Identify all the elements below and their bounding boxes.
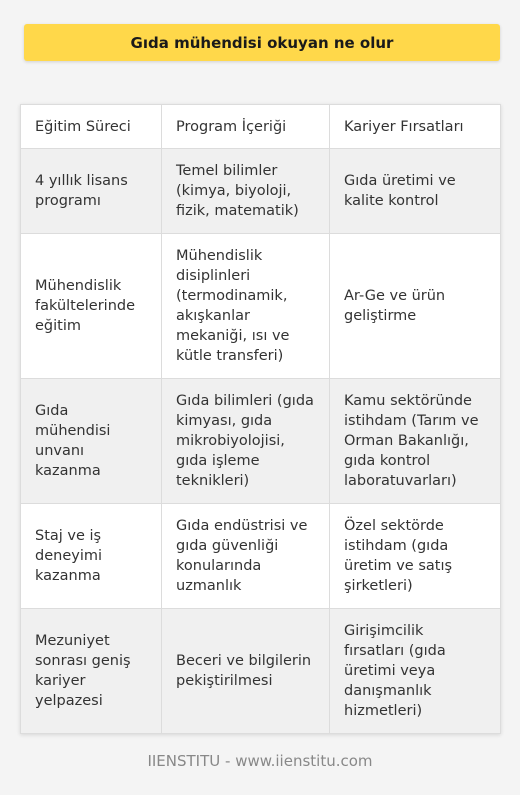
table-cell: Kamu sektöründe istihdam (Tarım ve Orman Bakanlığı, gıda kontrol laboratuvarları) — [330, 379, 501, 504]
table-cell: Özel sektörde istihdam (gıda üretim ve satış şirketleri) — [330, 504, 501, 609]
table-cell: Mühendislik fakültelerinde eğitim — [21, 234, 162, 379]
table-cell: Gıda üretimi ve kalite kontrol — [330, 149, 501, 234]
table-row — [21, 609, 501, 734]
table-cell: Ar-Ge ve ürün geliştirme — [330, 234, 501, 379]
table-cell: Gıda bilimleri (gıda kimyası, gıda mikrobiyolojisi, gıda işleme teknikleri) — [162, 379, 330, 504]
table-cell: Mezuniyet sonrası geniş kariyer yelpazesi — [21, 609, 162, 734]
table-row — [21, 234, 501, 379]
table-header-row — [21, 105, 501, 149]
table-row — [21, 504, 501, 609]
table-row — [21, 149, 501, 234]
table-cell: 4 yıllık lisans programı — [21, 149, 162, 234]
table-cell: Temel bilimler (kimya, biyoloji, fizik, matematik) — [162, 149, 330, 234]
table-cell: Mühendislik disiplinleri (termodinamik, akışkanlar mekaniği, ısı ve kütle transferi) — [162, 234, 330, 379]
table-cell: Beceri ve bilgilerin pekiştirilmesi — [162, 609, 330, 734]
footer-credit: IIENSTITU - www.iienstitu.com — [147, 752, 373, 770]
header-program-icerigi: Program İçeriği — [162, 105, 330, 149]
table-cell: Gıda mühendisi unvanı kazanma — [21, 379, 162, 504]
table-cell: Gıda endüstrisi ve gıda güvenliği konularında uzmanlık — [162, 504, 330, 609]
header-egitim-sureci: Eğitim Süreci — [21, 105, 162, 149]
table-cell: Staj ve iş deneyimi kazanma — [21, 504, 162, 609]
info-table — [20, 104, 501, 734]
page-title: Gıda mühendisi okuyan ne olur — [24, 24, 500, 61]
header-kariyer-firsatlari: Kariyer Fırsatları — [330, 105, 501, 149]
table-cell: Girişimcilik fırsatları (gıda üretimi veya danışmanlık hizmetleri) — [330, 609, 501, 734]
table-row — [21, 379, 501, 504]
